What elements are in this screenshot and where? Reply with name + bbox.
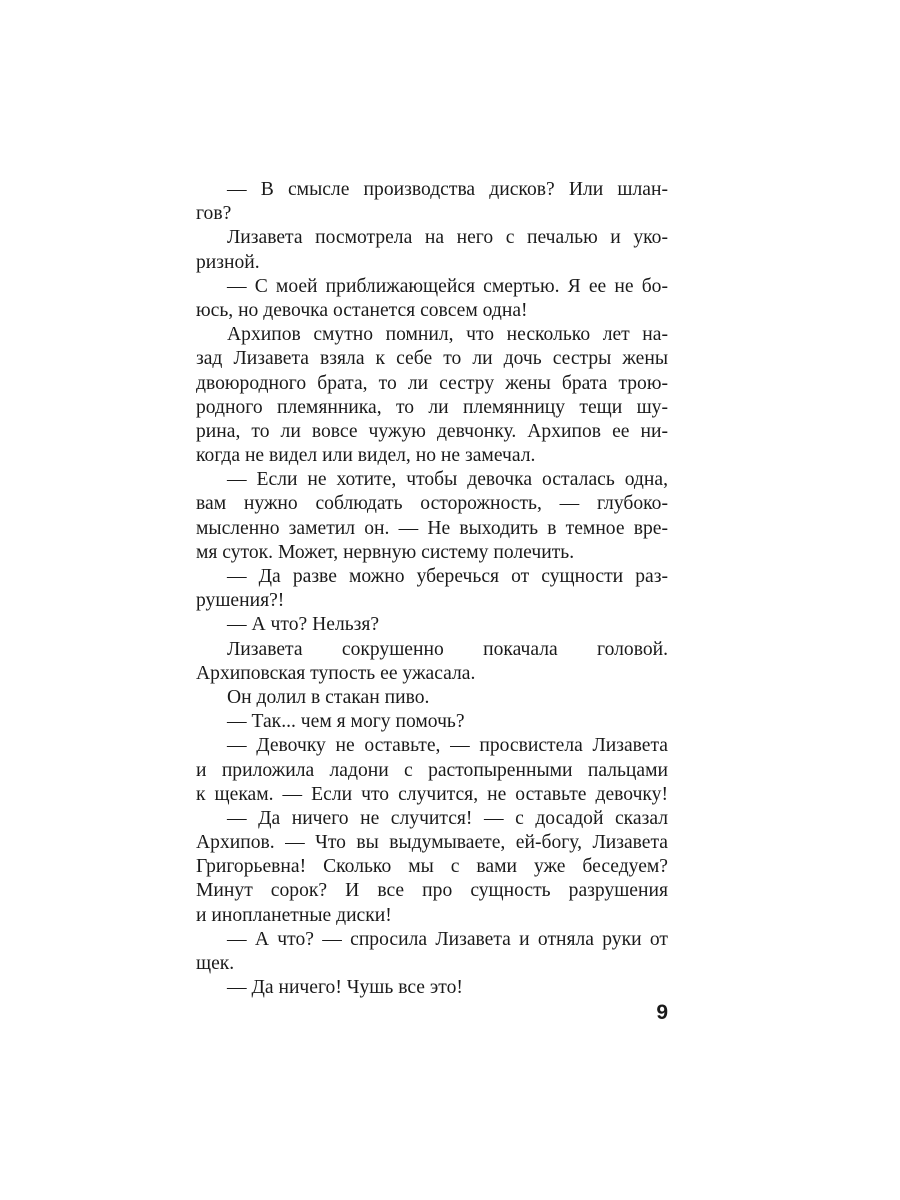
text-line: — В смысле производства дисков? Или шлан- — [227, 179, 668, 200]
text-line: рушения?! — [196, 590, 285, 612]
page-number: 9 — [656, 1001, 668, 1024]
text-line: зад Лизавета взяла к себе то ли дочь сестры жены — [196, 348, 668, 370]
text-line: — А что? — спросила Лизавета и отняла руки от — [227, 928, 668, 950]
text-line: и приложила ладони с растопыренными пальцами — [196, 759, 668, 781]
text-line: к щекам. — Если что случится, не оставьте девочку! — [196, 783, 668, 805]
text-line: — Да ничего! Чушь все это! — [227, 977, 463, 999]
text-line: щек. — [196, 953, 235, 974]
text-line: рина, то ли вовсе чужую девчонку. Архипов ее ни- — [196, 420, 668, 442]
text-line: — Да разве можно уберечься от сущности раз- — [227, 566, 668, 587]
text-line: Лизавета сокрушенно покачала головой. — [227, 638, 668, 660]
text-line: когда не видел или видел, но не замечал. — [196, 445, 536, 467]
text-line: Он долил в стакан пиво. — [227, 686, 430, 708]
text-line: родного племянника, то ли племянницу тещи шу- — [196, 396, 668, 418]
text-line: — А что? Нельзя? — [227, 614, 380, 636]
text-line: вам нужно соблюдать осторожность, — глубоко- — [196, 493, 668, 515]
body-text — [196, 178, 668, 1000]
text-line: Григорьевна! Сколько мы с вами уже беседуем? — [196, 856, 668, 878]
text-line: Архиповская тупость ее ужасала. — [196, 662, 476, 684]
text-line: — Да ничего не случится! — с досадой сказал — [227, 807, 668, 829]
text-line: гов? — [196, 203, 232, 225]
text-line: — Если не хотите, чтобы девочка осталась одна, — [227, 469, 668, 491]
text-line: и инопланетные диски! — [196, 904, 392, 926]
text-line: юсь, но девочка останется совсем одна! — [196, 299, 528, 321]
text-line: Архипов. — Что вы выдумываете, ей-богу, Лизавета — [196, 832, 668, 854]
text-line: мя суток. Может, нервную систему полечить. — [196, 541, 575, 563]
text-line: двоюродного брата, то ли сестру жены брата трою- — [196, 372, 668, 394]
text-line: Лизавета посмотрела на него с печалью и уко- — [227, 227, 668, 249]
text-line: ризной. — [196, 251, 260, 273]
text-line: — Так... чем я могу помочь? — [227, 711, 465, 733]
text-line: — Девочку не оставьте, — просвистела Лизавета — [227, 735, 668, 757]
text-line: Архипов смутно помнил, что несколько лет на- — [227, 324, 668, 346]
text-line: мысленно заметил он. — Не выходить в темное вре- — [196, 517, 668, 539]
text-line: — С моей приближающейся смертью. Я ее не бо- — [227, 275, 668, 297]
text-line: Минут сорок? И все про сущность разрушения — [196, 880, 668, 902]
